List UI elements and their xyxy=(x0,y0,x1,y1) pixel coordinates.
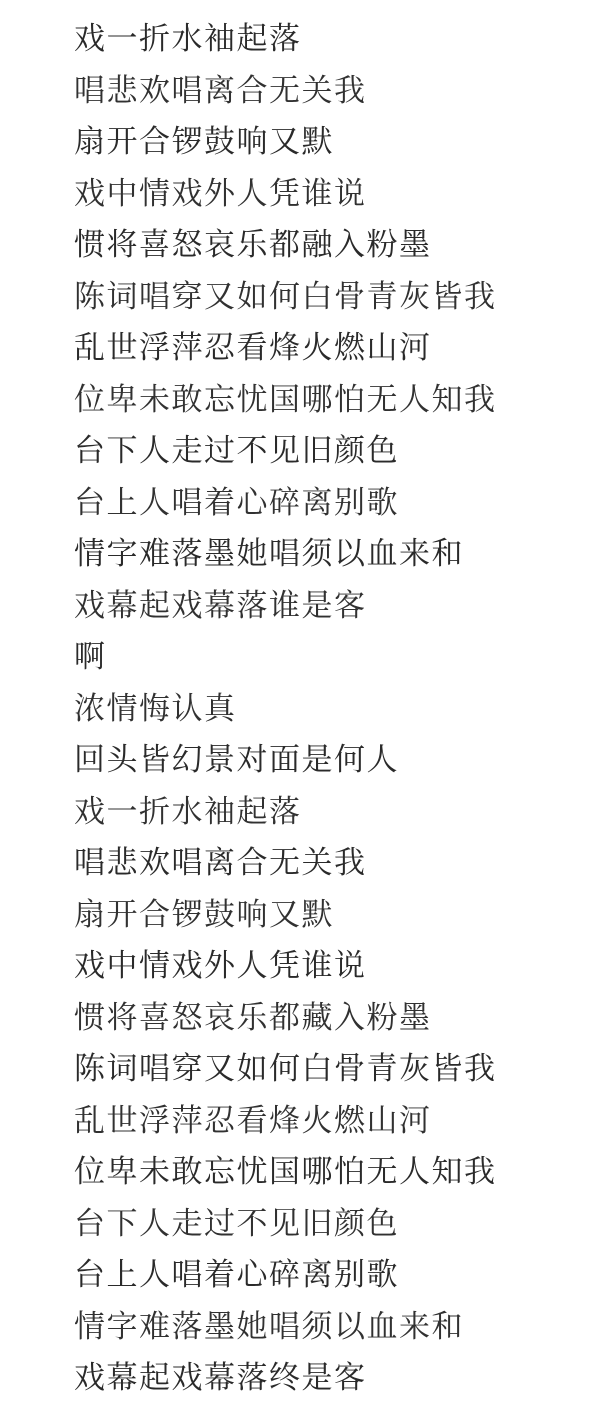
lyric-line: 戏幕起戏幕落终是客 xyxy=(74,1360,367,1396)
lyric-line: 戏一折水袖起落 xyxy=(74,793,302,830)
lyric-line: 位卑未敢忘忧国哪怕无人知我 xyxy=(74,1154,497,1190)
lyric-line: 惯将喜怒哀乐都融入粉墨 xyxy=(74,227,432,263)
lyric-line: 戏一折水袖起落 xyxy=(74,21,302,57)
lyric-line: 浓情悔认真 xyxy=(74,690,237,727)
lyric-line: 台上人唱着心碎离别歌 xyxy=(74,484,399,521)
lyric-line: 台上人唱着心碎离别歌 xyxy=(74,1257,399,1293)
lyric-line: 情字难落墨她唱须以血来和 xyxy=(74,1308,464,1345)
lyric-line: 扇开合锣鼓响又默 xyxy=(74,124,334,160)
lyric-line: 戏幕起戏幕落谁是客 xyxy=(74,587,367,624)
lyric-line: 台下人走过不见旧颜色 xyxy=(74,433,399,469)
lyric-line: 唱悲欢唱离合无关我 xyxy=(74,72,367,109)
lyric-line: 陈词唱穿又如何白骨青灰皆我 xyxy=(74,278,497,315)
lyric-line: 啊 xyxy=(74,639,107,675)
lyric-line: 台下人走过不见旧颜色 xyxy=(74,1205,399,1242)
lyric-line: 扇开合锣鼓响又默 xyxy=(74,896,334,933)
lyric-line: 回头皆幻景对面是何人 xyxy=(74,742,399,778)
lyric-line: 戏中情戏外人凭谁说 xyxy=(74,948,367,984)
lyric-line: 唱悲欢唱离合无关我 xyxy=(74,845,367,881)
lyric-line: 位卑未敢忘忧国哪怕无人知我 xyxy=(74,381,497,418)
lyric-line: 情字难落墨她唱须以血来和 xyxy=(74,536,464,572)
lyric-line: 惯将喜怒哀乐都藏入粉墨 xyxy=(74,999,432,1036)
lyric-line: 戏中情戏外人凭谁说 xyxy=(74,175,367,212)
lyric-line: 陈词唱穿又如何白骨青灰皆我 xyxy=(74,1051,497,1087)
lyric-line: 乱世浮萍忍看烽火燃山河 xyxy=(74,330,432,366)
lyric-line: 乱世浮萍忍看烽火燃山河 xyxy=(74,1102,432,1139)
